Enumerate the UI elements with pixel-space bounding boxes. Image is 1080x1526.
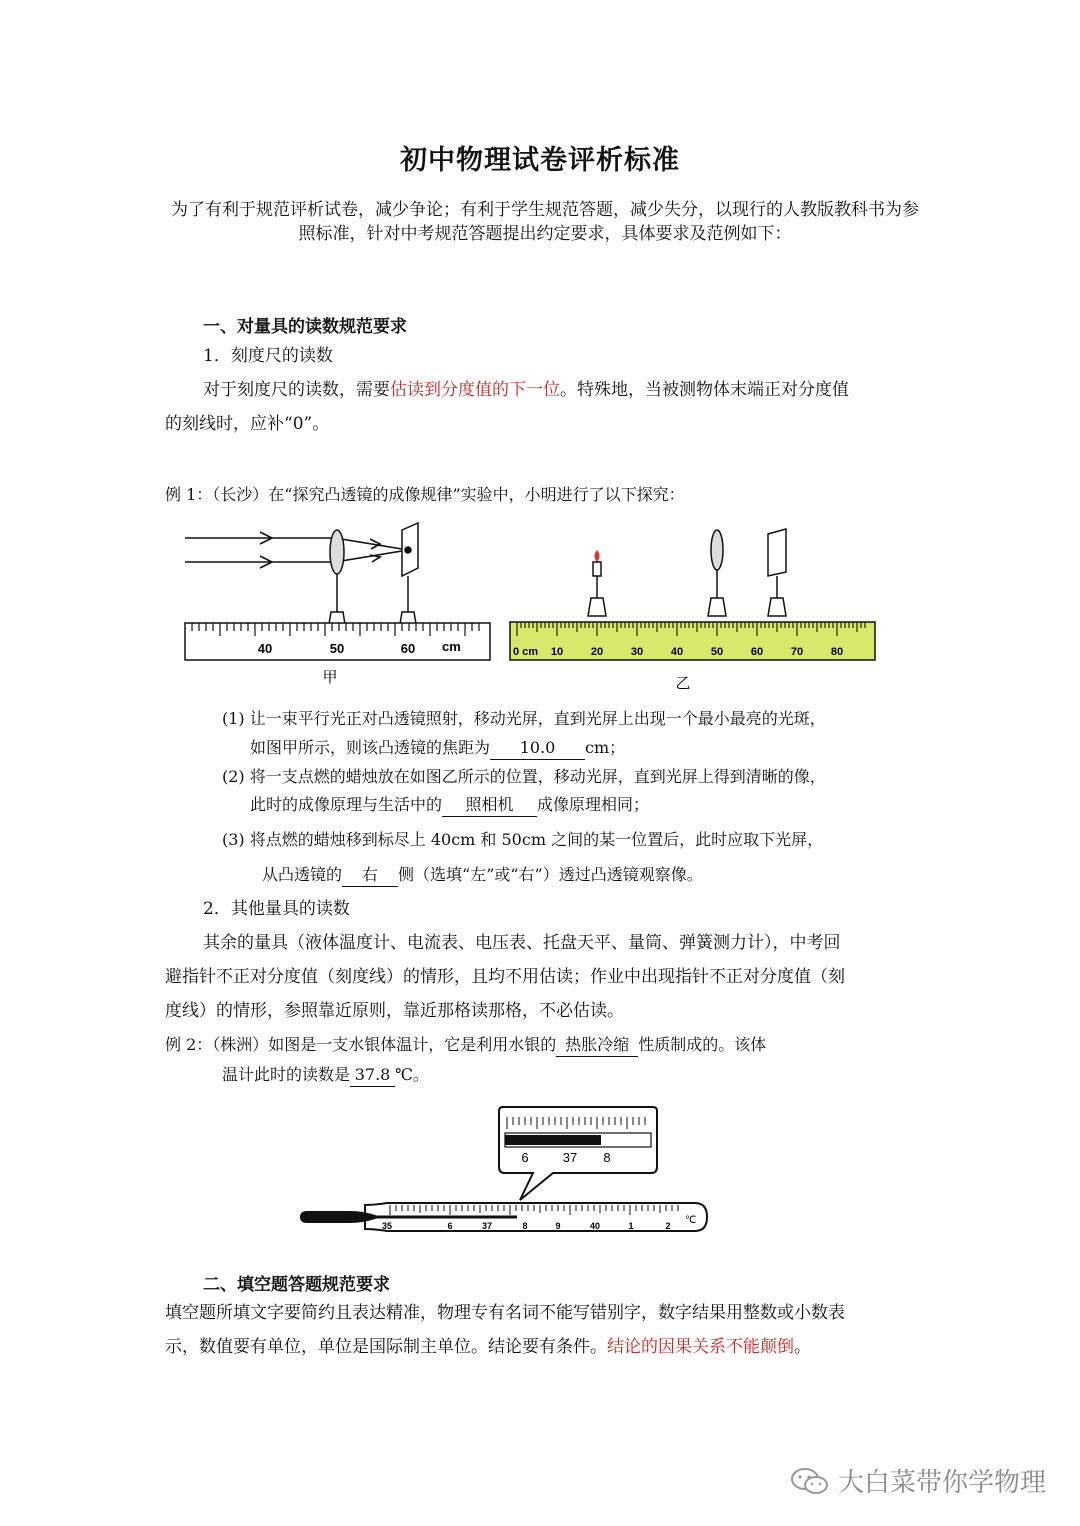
zoom-tick-37: 37 — [562, 1150, 578, 1165]
answer-right: 右 — [342, 864, 398, 887]
ruler-jia-unit: cm — [442, 639, 461, 654]
example1-text: 例 1：（长沙）在“探究凸透镜的成像规律”实验中，小明进行了以下探究： — [165, 485, 685, 504]
q2-text: 此时的成像原理与生活中的 — [250, 795, 443, 814]
para-text: 。 — [794, 1337, 811, 1357]
answer-temperature: 37.8 — [350, 1064, 395, 1087]
thermo-tick-41: 1 — [628, 1221, 634, 1231]
q3-text-end: 侧（选填“左”或“右”）透过凸透镜观察像。 — [398, 865, 703, 884]
thermo-tick-40: 40 — [589, 1221, 601, 1231]
zoom-tick-6: 6 — [521, 1150, 529, 1165]
question-3-line2 — [262, 860, 703, 890]
lens-yi — [708, 530, 726, 616]
other-instruments-para-3: 度线）的情形，参照靠近原则，靠近那格读那格，不必估读。 — [165, 1001, 624, 1021]
subheading-other-instruments: 2．其他量具的读数 — [203, 899, 350, 919]
highlight-text: 结论的因果关系不能颠倒 — [607, 1337, 794, 1357]
light-rays — [185, 532, 408, 568]
answer-camera: 照相机 — [442, 794, 537, 817]
highlight-text: 估读到分度值的下一位 — [390, 380, 560, 400]
caption-jia: 甲 — [322, 669, 338, 686]
ruler-paragraph — [203, 373, 849, 407]
candle — [588, 550, 606, 616]
ex2-unit: ℃。 — [395, 1065, 429, 1084]
ruler-yi-tick-20: 20 — [590, 646, 604, 658]
ruler-jia-tick-50: 50 — [329, 641, 345, 656]
section2-heading: 二、填空题答题规范要求 — [203, 1275, 390, 1295]
section1-heading: 一、对量具的读数规范要求 — [203, 317, 407, 337]
convex-lens — [330, 530, 344, 574]
ruler-yi-tick-40: 40 — [670, 646, 684, 658]
ex2-text: 例 2：（株洲）如图是一支水银体温计，它是利用水银的 — [165, 1035, 557, 1054]
subheading-ruler: 1．刻度尺的读数 — [203, 346, 333, 366]
figure-yi — [505, 520, 885, 695]
thermo-tick-37: 37 — [481, 1221, 493, 1231]
q3-text: 从凸透镜的 — [262, 865, 343, 884]
ex2-text: 温计此时的读数是 — [222, 1065, 351, 1084]
example2-line1 — [165, 1030, 766, 1060]
answer-thermal-expansion: 热胀冷缩 — [556, 1034, 638, 1057]
thermo-tick-42: 2 — [665, 1221, 671, 1231]
intro-paragraph: 为了有利于规范评析试卷，减少争论；有利于学生规范答题，减少失分，以现行的人教版教科书为参照标准，针对中考规范答题提出约定要求，具体要求及范例如下： — [171, 200, 919, 244]
ruler-jia-tick-60: 60 — [400, 641, 416, 656]
screen — [402, 523, 418, 576]
figure-thermometer — [295, 1105, 715, 1235]
thermo-unit: ℃ — [685, 1215, 697, 1226]
ruler-yi-tick-80: 80 — [830, 646, 844, 658]
question-1-line2 — [250, 733, 625, 763]
question-2-line1: (2) 将一支点燃的蜡烛放在如图乙所示的位置，移动光屏，直到光屏上得到清晰的像， — [222, 767, 826, 786]
other-instruments-para-2: 避指针不正对分度值（刻度线）的情形，且均不用估读；作业中出现指针不正对分度值（刻 — [165, 967, 845, 987]
thermo-tick-39: 9 — [555, 1221, 561, 1231]
example2-line2 — [222, 1060, 429, 1090]
thermo-tick-36: 6 — [447, 1221, 453, 1231]
ruler-yi-tick-60: 60 — [750, 646, 764, 658]
ruler-yi-tick-10: 10 — [550, 646, 564, 658]
para-text: 示，数值要有单位，单位是国际制主单位。结论要有条件。 — [165, 1337, 607, 1357]
question-2-line2 — [250, 790, 649, 820]
figure-jia — [180, 520, 500, 690]
para-text: 。特殊地，当被测物体末端正对分度值 — [560, 380, 849, 400]
para-text: 对于刻度尺的读数，需要 — [203, 380, 390, 400]
wechat-icon — [790, 1466, 830, 1496]
zoom-mercury — [505, 1135, 601, 1145]
ruler-yi-tick-0: 0 cm — [513, 646, 539, 658]
watermark — [790, 1462, 1046, 1499]
ruler-yi-tick-70: 70 — [790, 646, 804, 658]
thermo-tick-35: 35 — [381, 1221, 393, 1231]
screen-yi — [768, 529, 786, 616]
q1-unit: cm； — [585, 738, 626, 757]
thermometer-bulb — [300, 1211, 378, 1223]
watermark-text: 大白菜带你学物理 — [837, 1468, 1046, 1498]
q1-text: 如图甲所示，则该凸透镜的焦距为 — [250, 738, 491, 757]
ex2-text-cont: 性质制成的。该体 — [638, 1035, 767, 1054]
ruler-yi-tick-50: 50 — [710, 646, 724, 658]
answer-focal-length: 10.0 — [490, 737, 585, 760]
section2-para-1: 填空题所填文字要简约且表达精准，物理专有名词不能写错别字，数字结果用整数或小数表 — [165, 1303, 845, 1323]
ruler-jia-tick-40: 40 — [257, 641, 273, 656]
thermo-tick-38: 8 — [522, 1221, 528, 1231]
zoom-tick-8: 8 — [603, 1150, 611, 1165]
other-instruments-para-1: 其余的量具（液体温度计、电流表、电压表、托盘天平、量筒、弹簧测力计），中考回 — [203, 933, 841, 953]
ruler-paragraph-cont: 的刻线时，应补“0”。 — [165, 414, 330, 434]
section2-para-2 — [165, 1330, 811, 1364]
question-1-line1: (1) 让一束平行光正对凸透镜照射，移动光屏，直到光屏上出现一个最小最亮的光斑， — [222, 709, 826, 728]
q2-text-end: 成像原理相同； — [537, 795, 650, 814]
question-3-line1: (3) 将点燃的蜡烛移到标尽上 40cm 和 50cm 之间的某一位置后，此时应取下光屏， — [222, 830, 824, 849]
caption-yi: 乙 — [675, 675, 691, 692]
page-title: 初中物理试卷评析标准 — [400, 145, 680, 176]
ruler-yi-tick-30: 30 — [630, 646, 644, 658]
